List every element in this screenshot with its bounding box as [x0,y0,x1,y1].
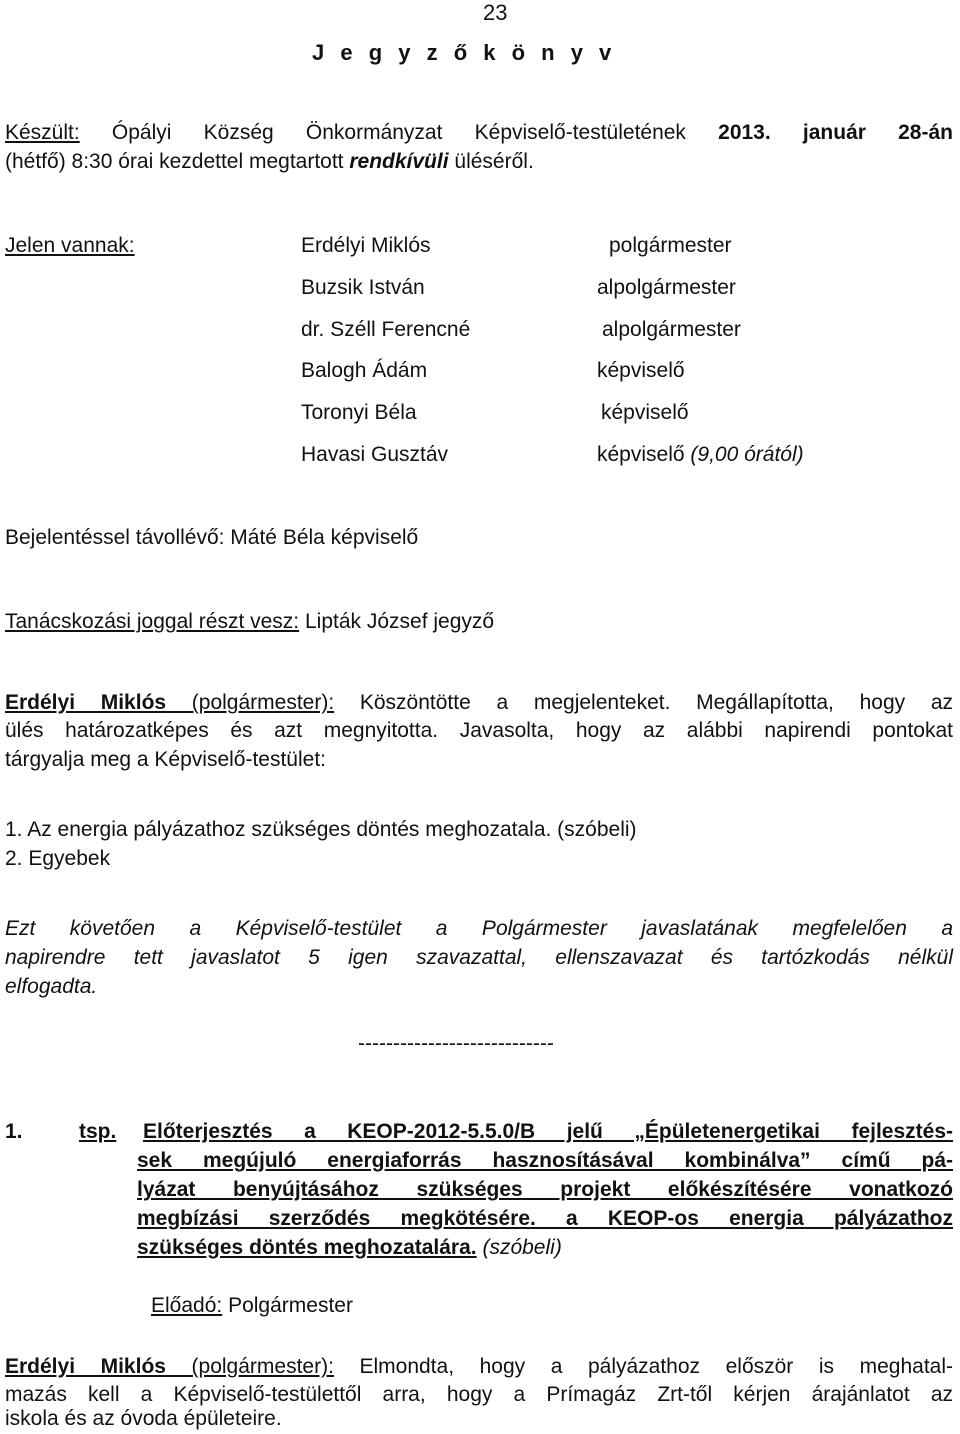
attendee-role: alpolgármester [597,276,736,299]
statement-text-1: Elmondta, hogy a pályázathoz először is meghatal- [333,1355,953,1378]
speaker-role: (polgármester): [166,691,335,714]
attendee-name: Balogh Ádám [301,359,428,382]
agenda-item: 1. Az energia pályázathoz szükséges döntés meghozatala. (szóbeli) [5,818,637,841]
item-oral-note: (szóbeli) [476,1236,562,1259]
separator: ---------------------------- [358,1032,554,1055]
document-title: J e g y z ő k ö n y v [312,40,617,65]
speaker-role-group [5,691,334,714]
item-title-line-4: megbízási szerződés megkötésére. a KEOP-os energia pályázathoz [137,1207,953,1230]
resolution-line-1: Ezt követően a Képviselő-testület a Polgármester javaslatának megfelelően a [5,917,953,940]
attendee-name: Buzsik István [301,276,425,299]
resolution-line-3: elfogadta. [5,975,98,998]
statement-line-2: mazás kell a Képviselő-testülettől arra, hogy a Prímagáz Zrt-től kérjen árajánlatot az [5,1383,953,1406]
item-title-line-5 [137,1236,562,1260]
speaker-name: Erdélyi Miklós [5,1355,166,1378]
meeting-date: 2013. január 28-án [718,121,953,144]
prepared-text: Ópályi Község Önkormányzat Képviselő-testületének [79,121,719,144]
attendee-name: dr. Széll Ferencné [301,318,471,341]
attendee-role: polgármester [609,234,732,257]
meeting-time-text: (hétfő) 8:30 órai kezdettel megtartott [5,150,350,173]
attendee-role: képviselő [601,401,689,424]
item-title-line-2: sek megújuló energiaforrás hasznosításával kombinálva” című pá- [137,1149,953,1172]
attendance-label: Jelen vannak: [5,234,135,257]
header-line-1 [5,121,953,145]
attendee-note: (9,00 órától) [690,443,804,466]
opening-line-2: ülés határozatképes és azt megnyitotta. Javasolta, hogy az alábbi napirendi pontokat [5,719,953,742]
advisory-text: Lipták József jegyző [299,610,495,633]
presenter-line [151,1294,353,1318]
attendee-name: Havasi Gusztáv [301,443,449,466]
page-number: 23 [483,0,508,25]
opening-line-3: tárgyalja meg a Képviselő-testület: [5,748,326,771]
item-title-line-1: Előterjesztés a KEOP-2012-5.5.0/B jelű „Épületenergetikai fejlesztés- [143,1120,953,1143]
item-title-line-3: lyázat benyújtásához szükséges projekt előkészítésére vonatkozó [137,1178,953,1201]
opening-text-1: Köszöntötte a megjelenteket. Megállapította, hogy az [334,691,953,714]
header-line-2 [5,150,534,174]
attendee-name: Toronyi Béla [301,401,417,424]
attendee-role: képviselő [597,443,685,466]
speaker-name: Erdélyi Miklós [5,691,167,714]
statement-line-3: iskola és az óvoda épületeire. [5,1407,282,1430]
attendee-role-with-note [597,443,804,467]
meeting-type: rendkívüli [349,150,449,173]
resolution-line-2: napirendre tett javaslatot 5 igen szavazattal, ellenszavazat és tartózkodás nélkül [5,946,953,969]
speaker-role-group [5,1355,334,1378]
presenter-label: Előadó: [151,1294,223,1317]
absent-line: Bejelentéssel távollévő: Máté Béla képviselő [5,526,419,549]
item-title-end: szükséges döntés meghozatalára. [137,1236,477,1259]
advisory-label: Tanácskozási joggal részt vesz: [5,610,300,633]
presenter-name: Polgármester [222,1294,353,1317]
advisory-line [5,610,494,634]
item-tsp: tsp. [79,1120,117,1143]
statement-line-1 [5,1355,953,1379]
speaker-role: (polgármester): [165,1355,334,1378]
attendee-role: alpolgármester [602,318,741,341]
agenda-item: 2. Egyebek [5,847,111,870]
attendee-role: képviselő [597,359,685,382]
meeting-suffix: üléséről. [448,150,534,173]
opening-line-1 [5,691,953,715]
prepared-label: Készült: [5,121,80,144]
item-number: 1. [5,1120,23,1143]
attendee-name: Erdélyi Miklós [301,234,431,257]
